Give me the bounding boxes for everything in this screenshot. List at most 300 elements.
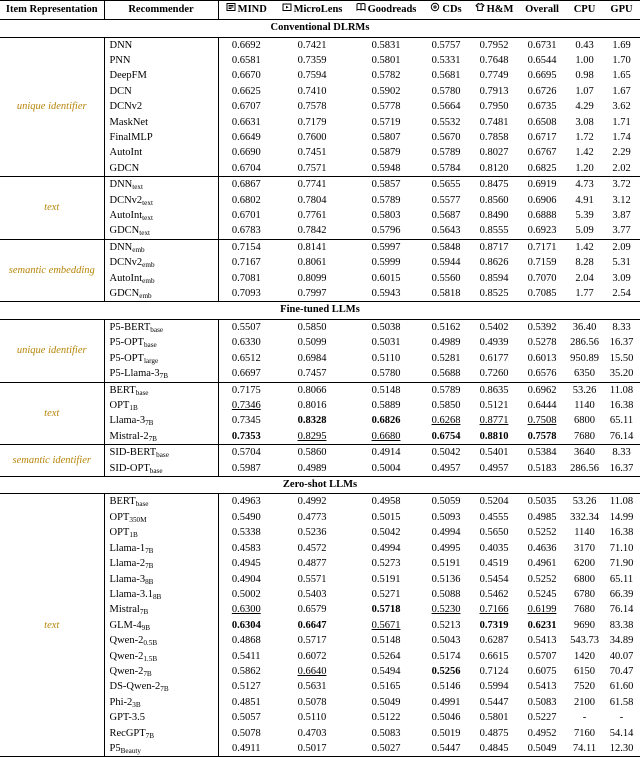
metric-cell: 0.5027: [371, 742, 401, 754]
recommender-name: Qwen-2: [109, 665, 144, 677]
metric-cell: 0.5857: [350, 177, 422, 193]
metric-cell: 286.56: [570, 462, 599, 474]
metric-cell: 0.6287: [479, 635, 509, 647]
metric-cell: 0.5688: [431, 368, 461, 380]
metric-cell: 0.6783: [231, 225, 261, 237]
metric-cell: 7520: [574, 681, 595, 693]
representation-label: semantic identifier: [0, 445, 104, 477]
metric-cell: 0.5083: [527, 696, 557, 708]
metric-cell: 0.5049: [527, 742, 557, 754]
metric-cell: 11.08: [609, 496, 634, 508]
metric-cell: 0.6199: [527, 604, 557, 616]
metric-cell: 0.5183: [527, 462, 557, 474]
metric-cell: 65.11: [609, 573, 634, 585]
metric-cell: 0.7578: [527, 430, 557, 442]
metric-cell: 0.7260: [479, 368, 509, 380]
recommender-cell: [104, 695, 218, 710]
metric-cell: 0.5796: [371, 225, 401, 237]
metric-cell: 0.7179: [297, 116, 327, 128]
recommender-cell: [104, 193, 218, 208]
metric-cell: 0.6268: [431, 415, 461, 427]
recommender-subscript: base: [135, 388, 149, 397]
metric-cell: 0.7481: [479, 116, 509, 128]
metric-cell: 0.7093: [231, 288, 261, 299]
representation-label: unique identifier: [0, 319, 104, 382]
metric-cell: 0.5447: [431, 742, 461, 754]
metric-cell: 0.5718: [371, 604, 401, 616]
metric-cell: 0.6731: [527, 39, 557, 51]
recommender-subscript: emb: [142, 261, 155, 270]
metric-cell: -: [619, 712, 624, 724]
metric-cell: 0.6984: [297, 352, 327, 364]
metric-cell: 0.5127: [231, 681, 261, 693]
recommender-cell: [104, 494, 218, 510]
metric-cell: 2.09: [603, 239, 640, 255]
recommender-cell: [104, 99, 218, 114]
metric-cell: 0.5687: [431, 209, 461, 221]
recommender-cell: [104, 649, 218, 664]
recommender-cell: [104, 618, 218, 633]
recommender-cell: [104, 366, 218, 382]
metric-cell: 0.5782: [371, 70, 401, 82]
metric-cell: 0.8099: [297, 272, 327, 284]
metric-cell: 0.5281: [431, 352, 461, 364]
metric-cell: 0.5017: [297, 742, 327, 754]
recommender-subscript: text: [139, 229, 151, 238]
metric-cell: 3.77: [612, 225, 631, 237]
metric-cell: 0.5256: [431, 665, 461, 677]
metric-cell: 7160: [574, 727, 595, 739]
recommender-cell: [104, 510, 218, 525]
recommender-cell: [104, 556, 218, 571]
metric-cell: 0.5227: [527, 712, 557, 724]
representation-label: text: [0, 177, 104, 240]
metric-cell: 1140: [574, 527, 595, 539]
recommender-subscript: 7B: [145, 419, 154, 428]
recommender-cell: [104, 664, 218, 679]
recommender-subscript: base: [150, 325, 164, 334]
metric-cell: 0.5174: [431, 650, 461, 662]
metric-cell: 0.5818: [431, 288, 461, 299]
metric-cell: 0.5338: [231, 527, 261, 539]
recommender-cell: [104, 741, 218, 757]
recommender-cell: [104, 382, 218, 398]
metric-cell: 0.5046: [431, 712, 461, 724]
recommender-name: AutoInt: [109, 147, 143, 159]
metric-cell: 0.6177: [479, 352, 509, 364]
metric-cell: 0.6544: [527, 54, 557, 66]
metric-cell: 0.6704: [231, 162, 261, 174]
metric-cell: 14.99: [609, 511, 634, 523]
metric-cell: 1420: [574, 650, 595, 662]
recommender-cell: [104, 541, 218, 556]
section-header-row: [0, 476, 640, 494]
metric-cell: 0.5717: [297, 635, 327, 647]
metric-cell: 0.6825: [527, 162, 557, 174]
metric-cell: 4.91: [575, 194, 594, 206]
metric-cell: 0.5236: [297, 527, 327, 539]
metric-cell: 0.5122: [371, 712, 401, 724]
metric-cell: 0.4703: [297, 727, 327, 739]
metric-cell: 16.37: [609, 462, 634, 474]
metric-cell: 0.4877: [297, 558, 327, 570]
metric-cell: 0.5078: [231, 727, 261, 739]
recommender-cell: [104, 398, 218, 413]
metric-cell: 0.4555: [479, 511, 509, 523]
metric-cell: 0.8490: [479, 209, 509, 221]
metric-cell: 0.4519: [479, 558, 509, 570]
metric-cell: 36.40: [572, 321, 597, 333]
recommender-name: GPT-3.5: [109, 712, 145, 724]
metric-cell: 0.4868: [231, 635, 261, 647]
metric-cell: 0.5136: [431, 573, 461, 585]
recommender-name: PNN: [109, 54, 131, 66]
metric-cell: 0.7319: [479, 619, 509, 631]
metric-cell: 71.10: [609, 542, 634, 554]
metric-cell: 0.98: [575, 70, 594, 82]
metric-cell: 83.38: [609, 619, 634, 631]
recommender-cell: [104, 255, 218, 270]
col-header-goodreads-label: Goodreads: [367, 4, 417, 15]
metric-cell: 2.29: [612, 147, 631, 159]
recommender-cell: [104, 413, 218, 428]
recommender-subscript: 0.5B: [143, 639, 158, 648]
metric-cell: 0.5494: [371, 665, 401, 677]
metric-cell: 0.5780: [371, 368, 401, 380]
metric-cell: 0.5671: [371, 619, 401, 631]
representation-label: text: [0, 494, 104, 757]
metric-cell: 0.8771: [479, 415, 509, 427]
metric-cell: 1.07: [575, 85, 594, 97]
metric-cell: 0.4957: [479, 462, 509, 474]
recommender-subscript: 7B: [143, 669, 152, 678]
metric-cell: 332.34: [570, 511, 599, 523]
metric-cell: 0.5850: [297, 321, 327, 333]
recommender-name: SID-OPT: [109, 462, 150, 474]
recommender-subscript: emb: [139, 292, 152, 300]
representation-label: semantic embedding: [0, 239, 104, 302]
metric-cell: 5.31: [612, 257, 631, 269]
metric-cell: 0.5999: [371, 257, 401, 269]
metric-cell: -: [582, 712, 587, 724]
metric-cell: 0.5057: [231, 712, 261, 724]
metric-cell: 0.6615: [479, 650, 509, 662]
metric-cell: 0.5049: [371, 696, 401, 708]
metric-cell: 0.5862: [231, 665, 261, 677]
metric-cell: 0.6640: [297, 665, 327, 677]
metric-cell: 0.6015: [371, 272, 401, 284]
recommender-name: OPT: [109, 399, 130, 411]
recommender-name: AutoInt: [109, 272, 143, 284]
recommender-name: Llama-1: [109, 542, 146, 554]
metric-cell: 0.8560: [479, 194, 509, 206]
metric-cell: 0.6697: [231, 368, 261, 380]
metric-cell: 6200: [574, 558, 595, 570]
metric-cell: 0.6735: [527, 101, 557, 113]
recommender-cell: [104, 53, 218, 68]
recommender-cell: [104, 286, 218, 302]
recommender-name: GDCN: [109, 162, 140, 174]
recommender-name: BERT: [109, 496, 136, 508]
metric-cell: 0.5146: [431, 681, 461, 693]
metric-cell: 0.5038: [371, 321, 401, 333]
recommender-cell: [104, 726, 218, 741]
metric-cell: 1.67: [612, 85, 631, 97]
metric-cell: 0.5948: [371, 162, 401, 174]
metric-cell: 6800: [574, 573, 595, 585]
recommender-cell: [104, 633, 218, 648]
recommender-cell: [104, 239, 218, 255]
metric-cell: 0.5191: [371, 573, 401, 585]
metric-cell: 61.58: [609, 696, 634, 708]
metric-cell: 0.5121: [479, 399, 509, 411]
col-header-cds-label: CDs: [442, 4, 462, 15]
metric-cell: 0.7175: [218, 382, 274, 398]
metric-cell: 0.5850: [431, 399, 461, 411]
metric-cell: 0.5681: [431, 70, 461, 82]
metric-cell: 0.4939: [479, 337, 509, 349]
col-header-hm-label: H&M: [486, 4, 514, 15]
metric-cell: 71.90: [609, 558, 634, 570]
metric-cell: 0.5454: [479, 573, 509, 585]
metric-cell: 0.5278: [527, 337, 557, 349]
metric-cell: 0.8810: [479, 430, 509, 442]
metric-cell: 0.5110: [297, 712, 327, 724]
recommender-name: MaskNet: [109, 116, 148, 128]
recommender-cell: [104, 271, 218, 286]
metric-cell: 8.33: [603, 445, 640, 461]
recommender-name: DCN: [109, 85, 132, 97]
metric-cell: 0.7749: [479, 70, 509, 82]
metric-cell: 0.5831: [371, 39, 401, 51]
recommender-subscript: text: [132, 183, 144, 192]
recommender-subscript: 7B: [145, 562, 154, 571]
metric-cell: 1.72: [575, 131, 594, 143]
metric-cell: 54.14: [609, 727, 634, 739]
metric-cell: 0.5252: [527, 573, 557, 585]
recommender-subscript: 3B: [132, 700, 141, 709]
recommender-subscript: 1B: [129, 403, 138, 412]
metric-cell: 0.5789: [431, 147, 461, 159]
metric-cell: 0.6888: [527, 209, 557, 221]
metric-cell: 0.5271: [371, 588, 401, 600]
metric-cell: 0.6692: [231, 39, 261, 51]
metric-cell: 9690: [574, 619, 595, 631]
metric-cell: 0.5099: [297, 337, 327, 349]
metric-cell: 1140: [574, 399, 595, 411]
metric-cell: 0.7913: [479, 85, 509, 97]
recommender-subscript: 1.5B: [143, 654, 158, 663]
metric-cell: 61.60: [609, 681, 634, 693]
metric-cell: 1.00: [575, 54, 594, 66]
metric-cell: 0.5331: [431, 54, 461, 66]
recommender-cell: [104, 461, 218, 477]
metric-cell: 66.39: [609, 588, 634, 600]
metric-cell: 53.26: [566, 382, 603, 398]
metric-cell: 0.5704: [218, 445, 274, 461]
metric-cell: 0.4957: [431, 462, 461, 474]
metric-cell: 0.4994: [371, 542, 401, 554]
section-header-row: [0, 20, 640, 38]
recommender-cell: [104, 602, 218, 617]
col-header-hm: [470, 1, 518, 20]
recommender-cell: [104, 84, 218, 99]
metric-cell: 0.7345: [231, 415, 261, 427]
metric-cell: 7680: [574, 430, 595, 442]
metric-cell: 6350: [574, 368, 595, 380]
metric-cell: 0.6670: [231, 70, 261, 82]
metric-cell: 0.4035: [479, 542, 509, 554]
metric-cell: 0.7124: [479, 665, 509, 677]
metric-cell: 0.6072: [297, 650, 327, 662]
metric-cell: 0.5490: [231, 511, 261, 523]
metric-cell: 0.7167: [231, 257, 261, 269]
metric-cell: 0.4875: [479, 727, 509, 739]
recommender-name: Llama-2: [109, 558, 146, 570]
section-header-row: [0, 302, 640, 320]
metric-cell: 0.5019: [431, 727, 461, 739]
recommender-subscript: emb: [132, 245, 145, 254]
metric-cell: 0.5213: [431, 619, 461, 631]
metric-cell: 3.72: [603, 177, 640, 193]
metric-cell: 3.62: [612, 101, 631, 113]
metric-cell: 0.6906: [527, 194, 557, 206]
recommender-subscript: large: [143, 356, 159, 365]
recommender-subscript: 7B: [145, 546, 154, 555]
table-row: [0, 445, 640, 461]
metric-cell: 0.6512: [231, 352, 261, 364]
metric-cell: 0.8066: [274, 382, 350, 398]
metric-cell: 0.5447: [479, 696, 509, 708]
metric-cell: 0.5643: [431, 225, 461, 237]
metric-cell: 1.42: [566, 239, 603, 255]
metric-cell: 0.7761: [297, 209, 327, 221]
metric-cell: 0.5264: [371, 650, 401, 662]
metric-cell: 0.4995: [431, 542, 461, 554]
metric-cell: 0.6701: [231, 209, 261, 221]
metric-cell: 12.30: [609, 742, 634, 754]
metric-cell: 0.7508: [527, 415, 557, 427]
metric-cell: 3.12: [612, 194, 631, 206]
metric-cell: 8.28: [575, 257, 594, 269]
metric-cell: 0.5507: [231, 321, 261, 333]
metric-cell: 2.54: [612, 288, 631, 299]
metric-cell: 1.70: [612, 54, 631, 66]
recommender-subscript: 1B: [129, 531, 138, 540]
metric-cell: 0.6923: [527, 225, 557, 237]
metric-cell: 0.8626: [479, 257, 509, 269]
metric-cell: 53.26: [572, 496, 597, 508]
metric-cell: 0.5944: [431, 257, 461, 269]
recommender-cell: [104, 208, 218, 223]
metric-cell: 0.5273: [371, 558, 401, 570]
metric-cell: 0.5413: [527, 635, 557, 647]
metric-cell: 0.5778: [371, 101, 401, 113]
metric-cell: 6800: [574, 415, 595, 427]
metric-cell: 3640: [566, 445, 603, 461]
recommender-name: Qwen-2: [109, 635, 144, 647]
metric-cell: 0.5780: [431, 85, 461, 97]
metric-cell: 0.7085: [527, 288, 557, 299]
metric-cell: 0.6579: [297, 604, 327, 616]
recommender-subscript: 8B: [152, 592, 162, 601]
recommender-cell: [104, 161, 218, 177]
representation-label: unique identifier: [0, 37, 104, 177]
metric-cell: 0.4952: [527, 727, 557, 739]
metric-cell: 0.6300: [231, 604, 261, 616]
col-header-recommender: Recommender: [104, 1, 218, 20]
metric-cell: 0.4572: [297, 542, 327, 554]
recommender-subscript: 7B: [145, 731, 155, 740]
metric-cell: 0.4958: [371, 496, 401, 508]
metric-cell: 0.7421: [297, 39, 327, 51]
shirt-icon: [475, 1, 485, 19]
metric-cell: 0.5015: [371, 511, 401, 523]
metric-cell: 0.7997: [297, 288, 327, 299]
metric-cell: 2100: [574, 696, 595, 708]
metric-cell: 0.4911: [232, 742, 261, 754]
metric-cell: 1.77: [575, 288, 594, 299]
metric-cell: 0.6075: [527, 665, 557, 677]
metric-cell: 0.6767: [527, 147, 557, 159]
metric-cell: 0.4991: [431, 696, 461, 708]
section-title: Fine-tuned LLMs: [0, 302, 640, 320]
metric-cell: 0.5707: [527, 650, 557, 662]
recommender-cell: [104, 115, 218, 130]
recommender-name: GDCN: [109, 288, 140, 299]
metric-cell: 0.5664: [431, 101, 461, 113]
recommender-name: OPT: [109, 527, 130, 539]
metric-cell: 0.6647: [297, 619, 327, 631]
metric-cell: 0.6707: [231, 101, 261, 113]
table-row: [0, 177, 640, 193]
recommender-name: DNN: [109, 39, 133, 51]
metric-cell: 0.4961: [527, 558, 557, 570]
metric-cell: 0.6717: [527, 131, 557, 143]
metric-cell: 0.5252: [527, 527, 557, 539]
col-header-gpu: GPU: [603, 1, 640, 20]
metric-cell: 0.8717: [470, 239, 518, 255]
recommender-name: DeepFM: [109, 70, 147, 82]
metric-cell: 0.5994: [479, 681, 509, 693]
recommender-name: P5-OPT: [109, 337, 144, 349]
metric-cell: 0.5402: [479, 321, 509, 333]
metric-cell: 0.5532: [431, 116, 461, 128]
metric-cell: 0.7451: [297, 147, 327, 159]
recommender-subscript: base: [143, 341, 157, 350]
col-header-cds: [422, 1, 470, 20]
recommender-name: AutoInt: [109, 209, 143, 221]
metric-cell: 0.5413: [527, 681, 557, 693]
metric-cell: 543.73: [570, 635, 599, 647]
metric-cell: 3.09: [612, 272, 631, 284]
metric-cell: 1.69: [612, 39, 631, 51]
metric-cell: 0.6631: [231, 116, 261, 128]
metric-cell: 0.5650: [479, 527, 509, 539]
table-row: [0, 494, 640, 510]
metric-cell: 0.6330: [231, 337, 261, 349]
metric-cell: 15.50: [609, 352, 634, 364]
metric-cell: 0.5245: [527, 588, 557, 600]
representation-label: text: [0, 382, 104, 445]
recommender-name: P5-OPT: [109, 352, 144, 364]
recommender-cell: [104, 177, 218, 193]
recommender-cell: [104, 587, 218, 602]
table-row: [0, 382, 640, 398]
metric-cell: 0.5889: [371, 399, 401, 411]
col-header-item-representation: Item Representation: [0, 1, 104, 20]
metric-cell: 0.4985: [527, 511, 557, 523]
